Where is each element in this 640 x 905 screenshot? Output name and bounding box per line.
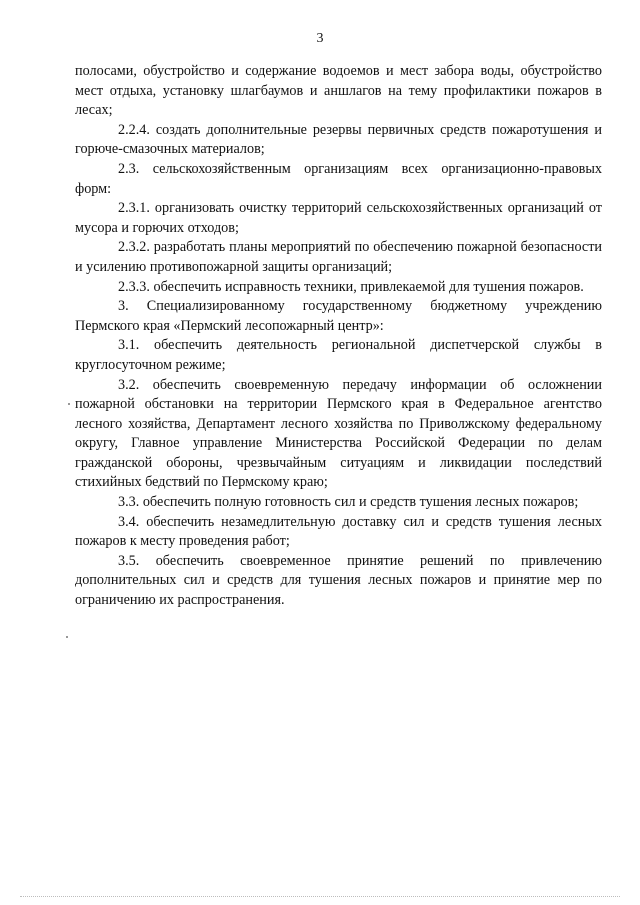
paragraph-2-3-1: 2.3.1. организовать очистку территорий сельскохозяйственных организаций от мусора и горючих отходов; [75,200,602,236]
paragraph-3: 3. Специализированному государственному бюджетному учреждению Пермского края «Пермский лесопожарный центр»: [75,298,602,334]
paragraph-continuation: полосами, обустройство и содержание водоемов и мест забора воды, обустройство мест отдыха, установку шлагбаумов и аншлагов на тему профилактики пожаров в лесах; [75,63,602,119]
scan-speck [68,403,70,405]
paragraph-3-2: 3.2. обеспечить своевременную передачу информации об осложнении пожарной обстановки на территории Пермского края в Федеральное агентство лесного хозяйства, Департамент лесного хозяйства по Приволжскому федеральному округу, Главное управление Министерства Российской Федерации по делам гражданской обороны, чрезвычайным ситуациям и ликвидации последствий стихийных бедствий по Пермскому краю; [75,376,602,491]
scan-edge-line [20,896,620,898]
paragraph-3-3: 3.3. обеспечить полную готовность сил и средств тушения лесных пожаров; [118,494,579,511]
scan-speck [66,636,68,638]
paragraph-3-4: 3.4. обеспечить незамедлительную доставку сил и средств тушения лесных пожаров к месту проведения работ; [75,513,602,550]
paragraph-2-3-2: 2.3.2. разработать планы мероприятий по обеспечению пожарной безопасности и усилению противопожарной защиты организаций; [75,239,602,275]
paragraph-3-5: 3.5. обеспечить своевременное принятие решений по привлечению дополнительных сил и средств для тушения лесных пожаров и принятие мер по ограничению их распространения. [75,552,602,609]
paragraph-3-1: 3.1. обеспечить деятельность региональной диспетчерской службы в круглосуточном режиме; [75,337,602,373]
document-body [75,62,602,611]
paragraph-2-2-4: 2.2.4. создать дополнительные резервы первичных средств пожаротушения и горюче-смазочных материалов; [75,121,602,158]
paragraph-2-3: 2.3. сельскохозяйственным организациям всех организационно-правовых форм: [75,160,602,197]
page-number: 3 [316,31,324,46]
paragraph-2-3-3: 2.3.3. обеспечить исправность техники, привлекаемой для тушения пожаров. [118,278,584,295]
